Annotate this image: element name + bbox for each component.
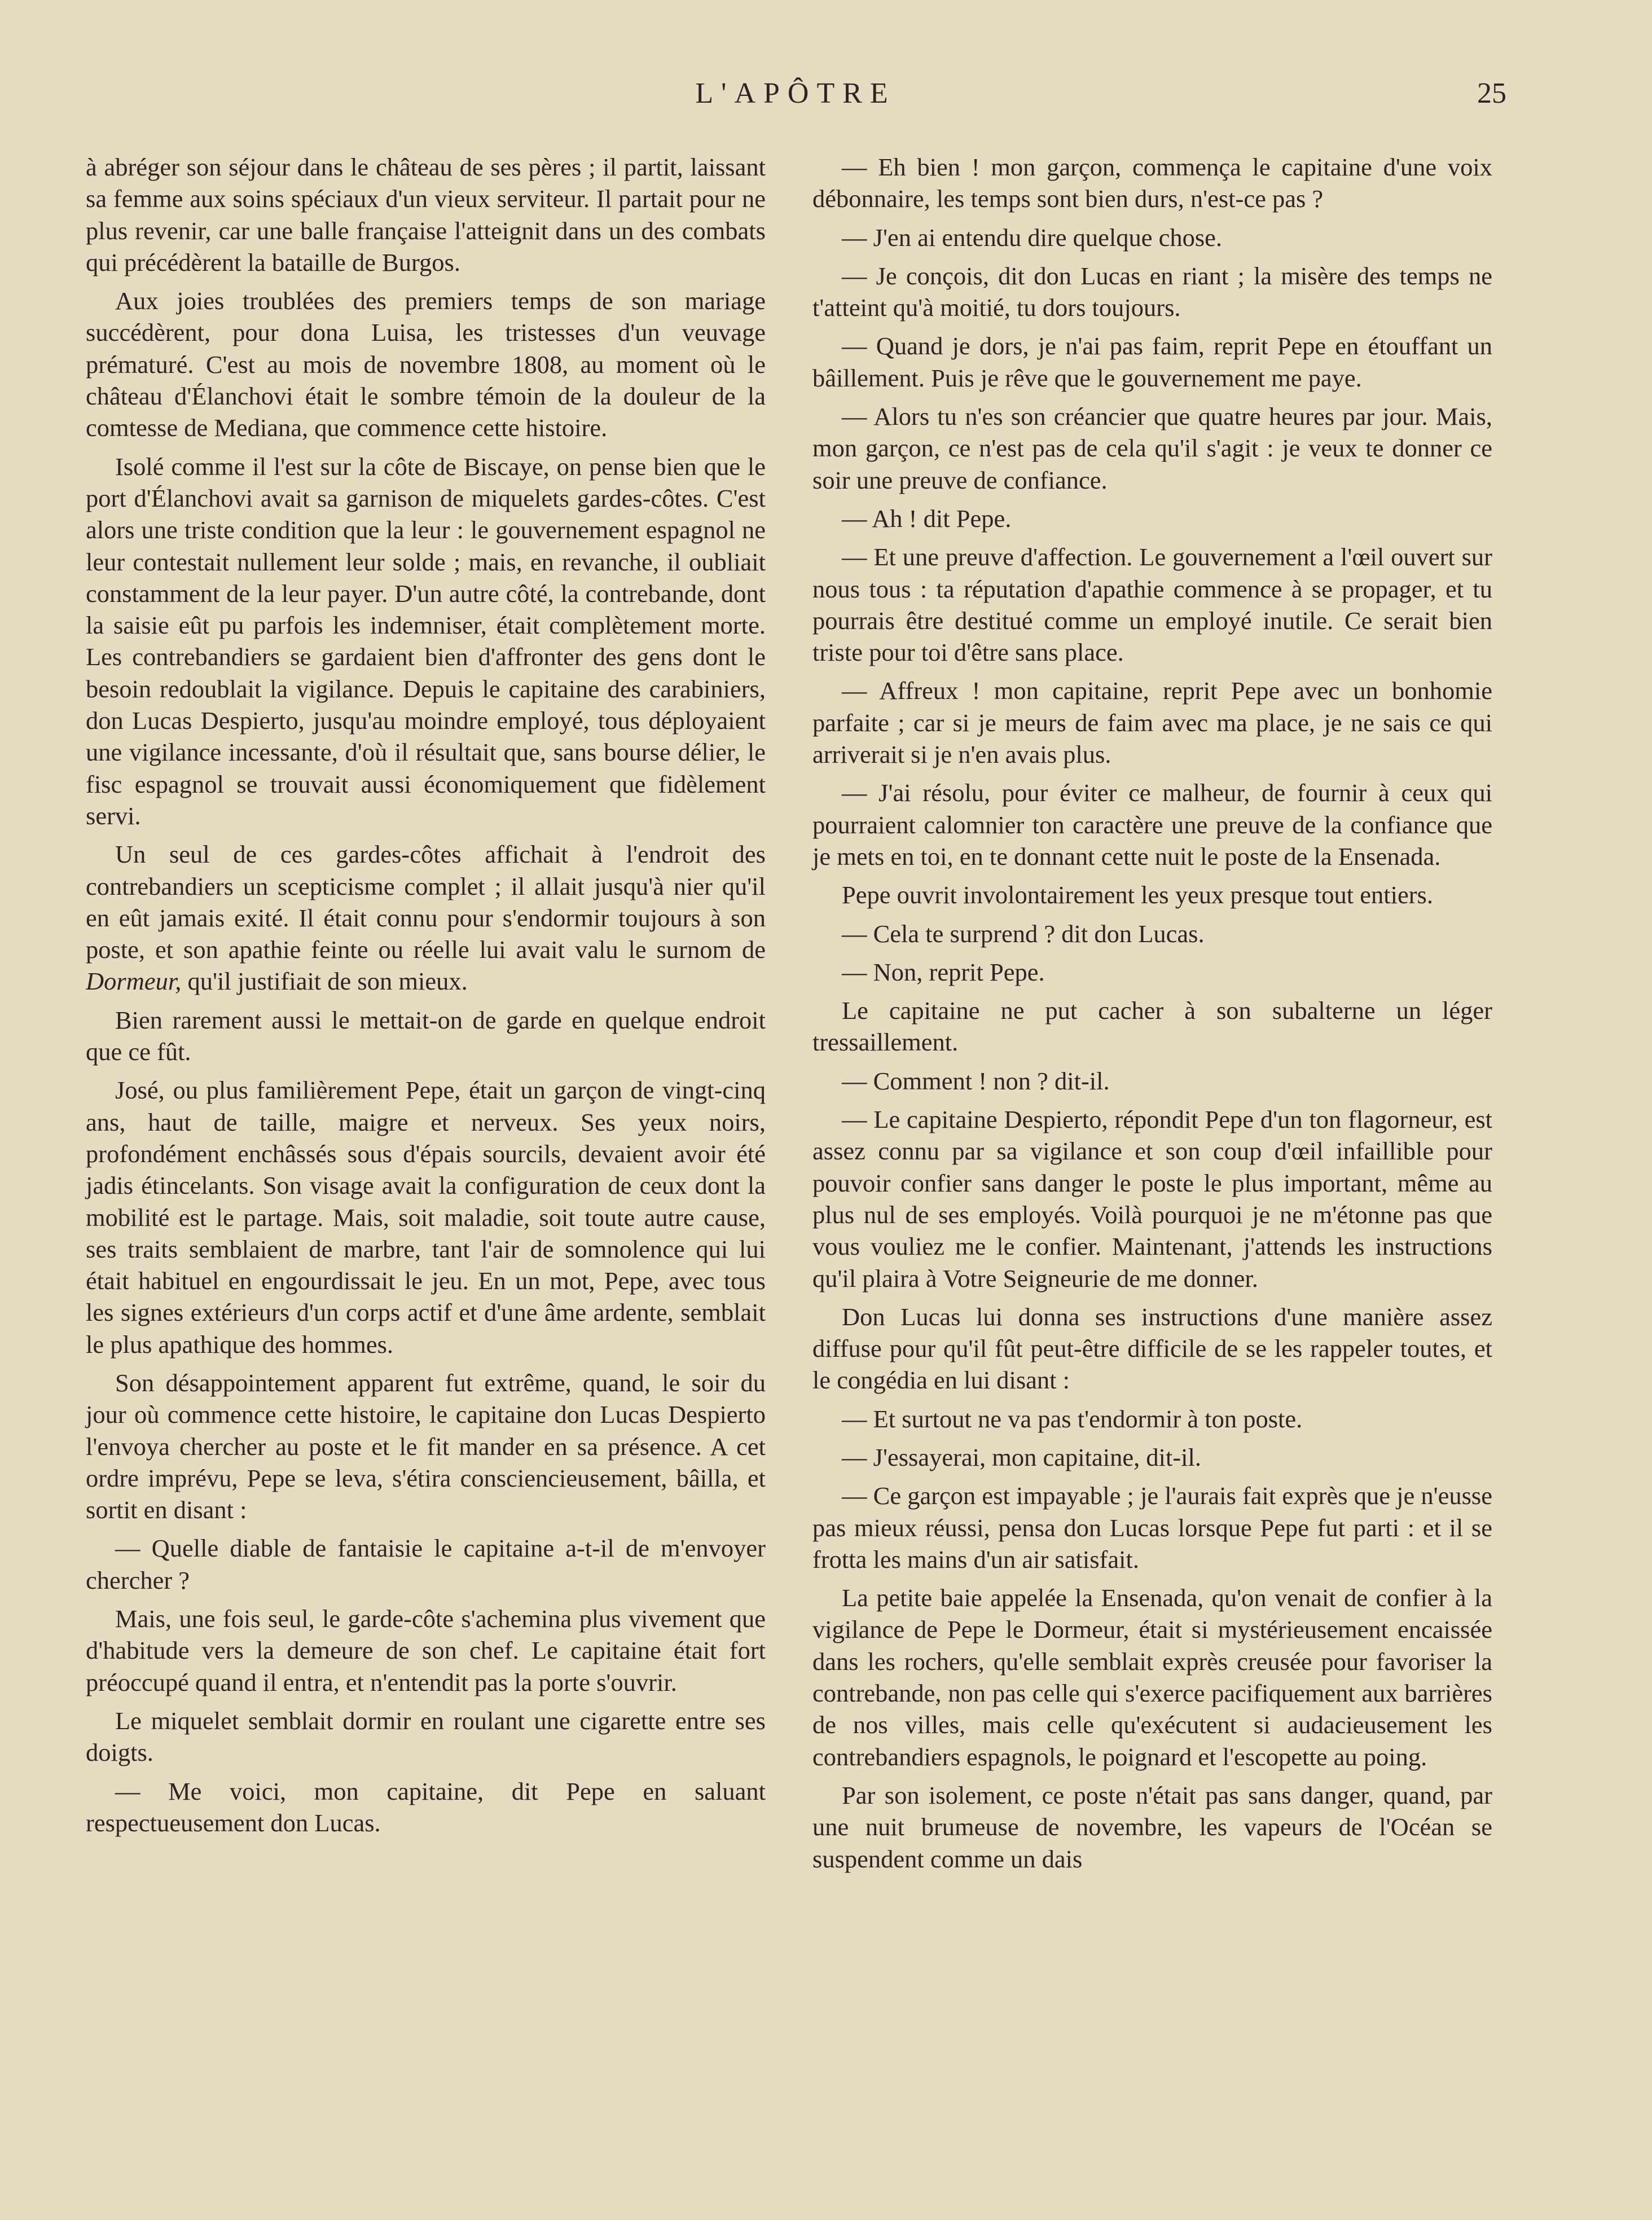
dialogue-line: — Alors tu n'es son créancier que quatre heures par jour. Mais, mon garçon, ce n'est pas de cela qu'il s'agit : je veux te donner ce soir une preuve de confiance. [812, 402, 1492, 494]
page-header [85, 77, 1506, 116]
paragraph: Son désappointement apparent fut extrême, quand, le soir du jour où commence cette histoire, le capitaine don Lucas Despierto l'envoya chercher au poste et le fit mander en sa présence. A cet ordre imprévu, Pepe se leva, s'étira consciencieusement, bâilla, et sortit en disant : [86, 1368, 766, 1524]
dialogue-line: — Affreux ! mon capitaine, reprit Pepe avec un bonhomie parfaite ; car si je meurs de faim avec ma place, je ne sais ce qui arriverait si je n'en avais plus. [812, 676, 1492, 769]
dialogue-line: — J'essayerai, mon capitaine, dit-il. [842, 1443, 1202, 1471]
paragraph-text: qu'il justifiait de son mieux. [187, 967, 468, 996]
dialogue-line: — Et surtout ne va pas t'endormir à ton poste. [842, 1404, 1303, 1433]
dialogue-line: — Quelle diable de fantaisie le capitaine a-t-il de m'envoyer chercher ? [86, 1534, 766, 1594]
paragraph: La petite baie appelée la Ensenada, qu'on venait de confier à la vigilance de Pepe le Dormeur, était si mystérieusement encaissée dans les rochers, qu'elle semblait exprès creusée pour favoriser la contrebande, non pas celle qui s'exerce pacifiquement aux barrières de nos villes, mais celle qu'exécutent si audacieusement les contrebandiers espagnols, le poignard et l'escopette au poing. [812, 1584, 1492, 1771]
dialogue-line: — Le capitaine Despierto, répondit Pepe d'un ton flagorneur, est assez connu par sa vigilance et son coup d'œil infaillible pour pouvoir confier sans danger le poste le plus important, même au plus nul de ses employés. Voilà pourquoi je ne m'étonne pas que vous vouliez me le confier. Maintenant, j'attends les instructions qu'il plaira à Votre Seigneurie de me donner. [812, 1105, 1492, 1293]
right-column [812, 151, 1492, 1881]
page-number: 25 [1477, 77, 1506, 109]
dialogue-line: — Je conçois, dit don Lucas en riant ; la misère des temps ne t'atteint qu'à moitié, tu dors toujours. [812, 261, 1492, 322]
dialogue-line: — Cela te surprend ? dit don Lucas. [842, 919, 1205, 948]
left-column [86, 151, 766, 1845]
running-title: L'APÔTRE [695, 77, 896, 109]
dialogue-line: — Ah ! dit Pepe. [842, 504, 1012, 533]
dialogue-line: — Et une preuve d'affection. Le gouvernement a l'œil ouvert sur nous tous : ta réputation d'apathie commence à se propager, et tu pourrais être destitué comme un employé inutile. Ce serait bien triste pour toi d'être sans place. [812, 543, 1492, 667]
paragraph: Le capitaine ne put cacher à son subalterne un léger tressaillement. [812, 996, 1492, 1057]
dialogue-line: — Me voici, mon capitaine, dit Pepe en saluant respectueusement don Lucas. [86, 1777, 766, 1837]
dialogue-line: — Non, reprit Pepe. [842, 957, 1045, 986]
paragraph: Aux joies troublées des premiers temps de son mariage succédèrent, pour dona Luisa, les tristesses d'un veuvage prématuré. C'est au mois de novembre 1808, au moment où le château d'Élanchovi était le sombre témoin de la douleur de la comtesse de Mediana, que commence cette histoire. [86, 287, 766, 442]
paragraph: Pepe ouvrit involontairement les yeux presque tout entiers. [842, 881, 1433, 909]
paragraph: Le miquelet semblait dormir en roulant une cigarette entre ses doigts. [86, 1706, 766, 1767]
paragraph-text: Un seul de ces gardes-côtes affichait à l'endroit des contrebandiers un scepticisme complet ; il allait jusqu'à nier qu'il en eût jamais exité. Il était connu pour s'endormir toujours à son poste, et son apathie feinte ou réelle lui avait valu le surnom de [86, 840, 766, 964]
dialogue-line: — Ce garçon est impayable ; je l'aurais fait exprès que je n'eusse pas mieux réussi, pensa don Lucas lorsque Pepe fut parti : et il se frotta les mains d'un air satisfait. [812, 1482, 1492, 1573]
dialogue-line: — Eh bien ! mon garçon, commença le capitaine d'une voix débonnaire, les temps sont bien durs, n'est-ce pas ? [812, 153, 1492, 213]
paragraph: Bien rarement aussi le mettait-on de garde en quelque endroit que ce fût. [86, 1005, 766, 1066]
paragraph: Isolé comme il l'est sur la côte de Biscaye, on pense bien que le port d'Élanchovi avait sa garnison de miquelets gardes-côtes. C'est alors une triste condition que la leur : le gouvernement espagnol ne leur contestait nullement leur solde ; mais, en revanche, il oubliait constamment de la leur payer. D'un autre côté, la contrebande, dont la saisie eût pu parfois les indemniser, était complètement morte. Les contrebandiers se gardaient bien d'affronter des gens dont le besoin redoublait la vigilance. Depuis le capitaine des carabiniers, don Lucas Despierto, jusqu'au moindre employé, tous déployaient une vigilance incessante, d'où il résultait que, sans bourse délier, le fisc espagnol se trouvait aussi économiquement que fidèlement servi. [86, 452, 766, 830]
paragraph: Don Lucas lui donna ses instructions d'une manière assez diffuse pour qu'il fût peut-être difficile de se les rappeler toutes, et le congédia en lui disant : [812, 1302, 1492, 1395]
paragraph: Par son isolement, ce poste n'était pas sans danger, quand, par une nuit brumeuse de novembre, les vapeurs de l'Océan se suspendent comme un dais [812, 1781, 1492, 1873]
paragraph [86, 838, 766, 997]
dialogue-line: — J'ai résolu, pour éviter ce malheur, de fournir à ceux qui pourraient calomnier ton caractère une preuve de la confiance que je mets en toi, en te donnant cette nuit le poste de la Ensenada. [812, 779, 1492, 871]
paragraph: José, ou plus familièrement Pepe, était un garçon de vingt-cinq ans, haut de taille, maigre et nerveux. Ses yeux noirs, profondément enchâssés sous d'épais sourcils, devaient avoir été jadis étincelants. Son visage avait la configuration de ceux dont la mobilité est le partage. Mais, soit maladie, soit toute autre cause, ses traits semblaient de marbre, tant l'air de somnolence qui lui était habituel en engourdissait le jeu. En un mot, Pepe, avec tous les signes extérieurs d'un corps actif et d'une âme ardente, semblait le plus apathique des hommes. [86, 1076, 766, 1359]
dialogue-line: — Quand je dors, je n'ai pas faim, reprit Pepe en étouffant un bâillement. Puis je rêve que le gouvernement me paye. [812, 332, 1492, 392]
dialogue-line: — J'en ai entendu dire quelque chose. [842, 223, 1223, 252]
paragraph: à abréger son séjour dans le château de ses pères ; il partit, laissant sa femme aux soins spéciaux d'un vieux serviteur. Il partait pour ne plus revenir, car une balle française l'atteignit dans un des combats qui précédèrent la bataille de Burgos. [86, 153, 766, 276]
paragraph: Mais, une fois seul, le garde-côte s'achemina plus vivement que d'habitude vers la demeure de son chef. Le capitaine était fort préoccupé quand il entra, et n'entendit pas la porte s'ouvrir. [86, 1604, 766, 1696]
dialogue-line: — Comment ! non ? dit-il. [842, 1066, 1110, 1095]
nickname: Dormeur, [86, 967, 182, 996]
